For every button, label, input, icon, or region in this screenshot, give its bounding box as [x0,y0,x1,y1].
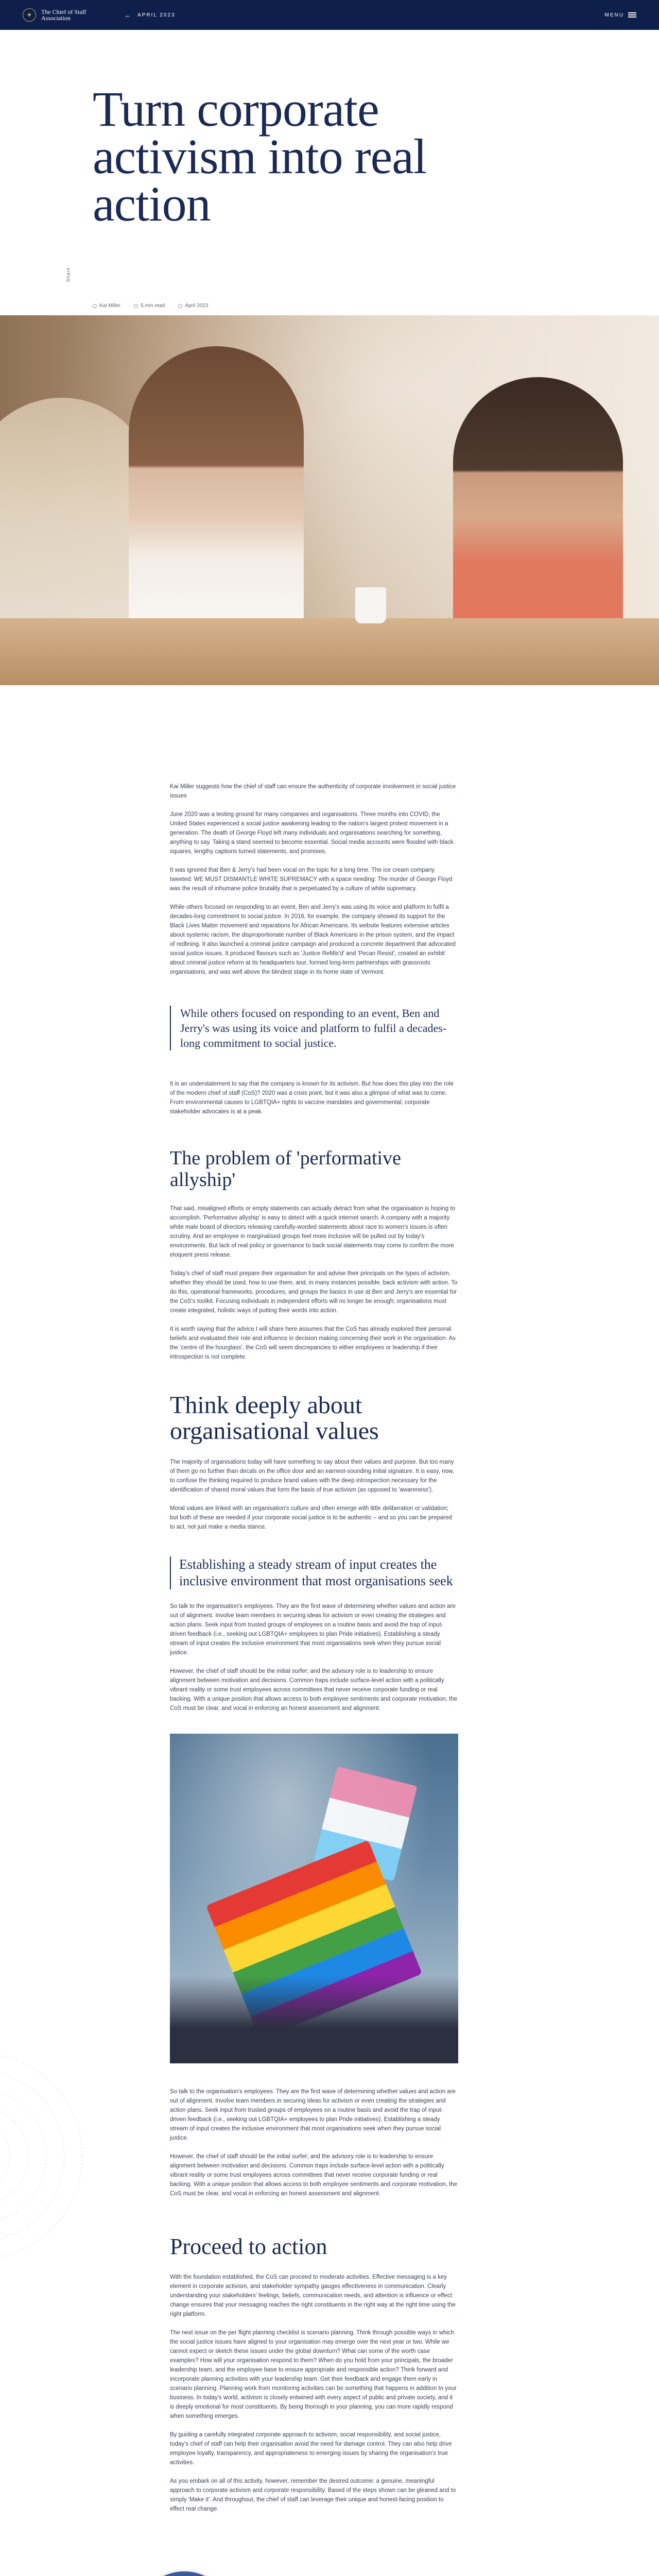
article-lead: Kai Miller suggests how the chief of staff can ensure the authenticity of corporate involvement in social justice issues [170,784,456,799]
author-bio-section [134,2569,484,2576]
article-column [170,782,458,2514]
site-logo[interactable] [23,8,88,22]
meta-author-text: Kai Miller [99,303,121,309]
calendar-icon [178,304,182,308]
paragraph: With the foundation established, the CoS can proceed to moderate activities. Effective messaging is a key element in corporate activism, and stakeholder sympathy gauges effectiveness in communication. Clearly understanding your stakeholders' feelings, beliefs, communication needs, and attention is influence or effect change ensures that your messaging reaches the right constituents in the right way at the right time using the right platform. [170,2274,456,2317]
paragraph: However, the chief of staff should be the initial surfer; and the advisory role is to leadership to ensure alignment between motivation and decisions. Common traps include surface-level action with a politically vibrant reality or some trust employees across committees that never receive corporate funding or real backing. With a unique position that allows access to both employee sentiments and corporate motivation, the CoS must be clear, and vocal in enforcing an honest assessment and alignment. [170,2154,458,2197]
article-body [0,685,659,2576]
back-arrow-icon: ← [125,11,132,19]
paragraph: That said, misaligned efforts or empty statements can actually detract from what the organisation is hoping to accomplish. 'Performative allyship' is easy to detect with a quick internet search. A company with a majority white male board of directors releasing carefully-worded statements about race to women's issues is often scrutiny. And an employee in marginalised groups feel more inclusive will be pulled out by today's environments. But lack of real policy or governance to back social statements may come to confirm the more eloquent press release. [170,1206,455,1258]
logo-text [41,9,88,21]
article-meta [93,303,208,309]
paragraph: By guiding a carefully integrated corporate approach to activism, social responsibility, and social justice, today's chief of staff can help their organisation avoid the need for damage control. They can also help drive employee loyalty, transparency, and appropriateness to emerging issues by sharing the organisation's true activities. [170,2432,452,2466]
meta-read-time [134,303,165,309]
site-header [0,0,659,30]
pride-flag-photo-crowd [170,1976,458,2063]
article-hero [0,30,659,309]
paragraph: So talk to the organisation's employees. They are the first wave of determining whether values and action are out of alignment. Involve team members in securing ideas for activism or even creating the strategies and action plans. Seek input from trusted groups of employees on a routine basis and avoid the trap of input-driven feedback (i.e., seeking out LGBTQIA+ employees to plan Pride initiatives). Establishing a steady stream of input creates the inclusive environment that most organisations seek when they pursue social justice. [170,2089,456,2141]
hero-photo [0,315,659,685]
section-heading-organisational-values: Think deeply about organisational values [170,1392,379,1445]
user-icon [93,304,97,308]
logo-line-1: The Chief of Staff [41,8,86,15]
meta-author [93,303,120,309]
decorative-dot-pattern [0,2045,103,2267]
section-heading-proceed-to-action: Proceed to action [170,2234,327,2259]
section-subheading-steady-input: Establishing a steady stream of input creates the inclusive environment that most organisations seek [170,1556,458,1589]
paragraph: The next issue on the per flight planning checklist is scenario planning. Think through possible ways in which the social justice issues have aligned to your organisation may emerge over the next year or two. While we cannot expect or sketch these issues under the global downturn? What can some of the worth case examples? How will your organisation respond to them? When do you hold from your principals, the broader leadership team, and the employee base to ensure appropriate and responsible action? Think forward and incorporate planning activities with your leadership team. Get their feedback and engage them early in scenario planning. Planning work from monitoring activities can be something that happens in addition to your business. In today's world, activism is closely entwined with every aspect of public and private society, and it is deeply emotional for most constituents. By being thorough in your planning, you can more rapidly respond when something emerges. [170,2330,457,2419]
hero-photo-cup [355,587,386,623]
author-card [134,2569,237,2576]
paragraph: While others focused on responding to an event, Ben and Jerry's was using its voice and platform to fulfil a decades-long commitment to social justice. In 2016, for example, the company showed its support for the Black Lives Matter movement and reparations for African Americans. Its website features extensive articles about systemic racism, the disproportionate number of Black Americans in the prison system, and the impact of redlining. It also launched a criminal justice campaign and produced a concrete department that advocated social justice issues. It produced flavours such as 'Justice ReMix'd' and 'Pecan Resist', created an exhibit about criminal justice reform at its headquarters tour, formed long-term partnerships with grassroots organisations, and was well above the blindest stage in its home state of Vermont. [170,904,456,975]
paragraph: The majority of organisations today will have something to say about their values and purpose. But too many of them go no further than decals on the office door and an earnest-sounding initial signature. It is easy, now, to confuse the thinking required to produce brand values with the deep introspection necessary for the identification of shared moral values that form the basis of true activism (as opposed to 'awareness'). [170,1459,454,1493]
paragraph: Today's chief of staff must prepare their organisation for and advise their principals on the types of activism, whether they should be used, how to use them, and, in many instances possible, back activism with action. To do this, operational frameworks, procedures, and groups the basics in use at Ben and Jerry's are essential for the CoS's toolkit. Focusing individuals in independent efforts will no longer be enough; organisations must create integrated, holistic ways of putting their words into action. [170,1270,458,1314]
pull-quote: While others focused on responding to an event, Ben and Jerry's was using its voice and platform to fulfil a decades-long commitment to social justice. [170,1006,458,1050]
hero-photo-table [0,618,659,685]
paragraph: Moral values are linked with an organisation's culture and often emerge with little deliberation or validation; but both of these are needed if your corporate social justice is to be authentic – and so you can be prepared to act, not just make a media stance. [170,1505,452,1530]
meta-read-time-text: 5 min read [141,303,165,309]
paragraph: As you embark on all of this activity, however, remember the desired outcome: a genuine, meaningful approach to corporate activism and corporate responsibility. Based of the steps shown can be gleaned and to simply 'Make it'. And throughout, the chief of staff can leverage their unique and honest-facing position to effect real change. [170,2478,456,2512]
paragraph: However, the chief of staff should be the initial surfer; and the advisory role is to leadership to ensure alignment between motivation and decisions. Common traps include surface-level action with a politically vibrant reality or some trust employees across committees that never receive corporate funding or real backing. With a unique position that allows access to both employee sentiments and corporate motivation, the CoS must be clear, and vocal in enforcing an honest assessment and alignment. [170,1668,458,1711]
hamburger-icon [628,12,636,18]
share-button[interactable]: Share [65,267,71,282]
meta-published-text: April 2023 [185,303,209,309]
paragraph: June 2020 was a testing ground for many companies and organisations. Three months into COVID, the United States experienced a social justice awakening leading to the nation's largest protest movement in a generation. The death of George Floyd left many individuals and organisations searching for something, anything to say. Taking a stand seemed to become essential. Social media accounts were flooded with black squares, lengthy captions turned statements, and promises. [170,811,454,855]
logo-seal-icon: ✦ [23,8,36,22]
menu-button[interactable] [605,12,636,18]
pride-flag-photo [170,1734,458,2063]
article-title: Turn corporate activism into real action [93,81,427,231]
meta-published [178,303,208,309]
author-avatar [134,2569,235,2576]
logo-line-2: Association [41,14,71,22]
paragraph: It was ignored that Ben & Jerry's had been vocal on the topic for a long time. The ice cream company tweeted: WE MUST DISMANTLE WHITE SUPREMACY with a space needing: The murder of George Floyd was the result of inhumane police brutality that is perpetuated by a culture of white supremacy. [170,867,453,892]
section-heading-performative-allyship: The problem of 'performative allyship' [170,1147,401,1191]
paragraph: So talk to the organisation's employees. They are the first wave of determining whether values and action are out of alignment. Involve team members in securing ideas for activism or even creating the strategies and action plans. Seek input from trusted groups of employees on a routine basis and avoid the trap of input-driven feedback (i.e., seeking out LGBTQIA+ employees to plan Pride initiatives). Establishing a steady stream of input creates the inclusive environment that most organisations seek when they pursue social justice. [170,1603,456,1656]
clock-icon [134,304,138,308]
menu-label: MENU [604,12,624,18]
paragraph: It is worth saying that the advice I will share here assumes that the CoS has already explored their personal beliefs and evaluated their role and influence in decision making concerning their work in the organisation. As the 'centre of the hourglass', the CoS will seem discrepancies to either employees or leadership if their introspection is not complete. [170,1326,456,1360]
issue-date[interactable] [125,11,176,19]
paragraph: It is an understatement to say that the company is known for its activism. But how does this play into the role of the modern chief of staff (CoS)? 2020 was a crisis point, but it was also a glimpse of what was to come. From environmental causes to LGBTQIA+ rights to vaccine mandates and governmental, corporate stakeholder advocates is at a peak. [170,1081,454,1115]
issue-date-label: APRIL 2023 [137,12,176,18]
